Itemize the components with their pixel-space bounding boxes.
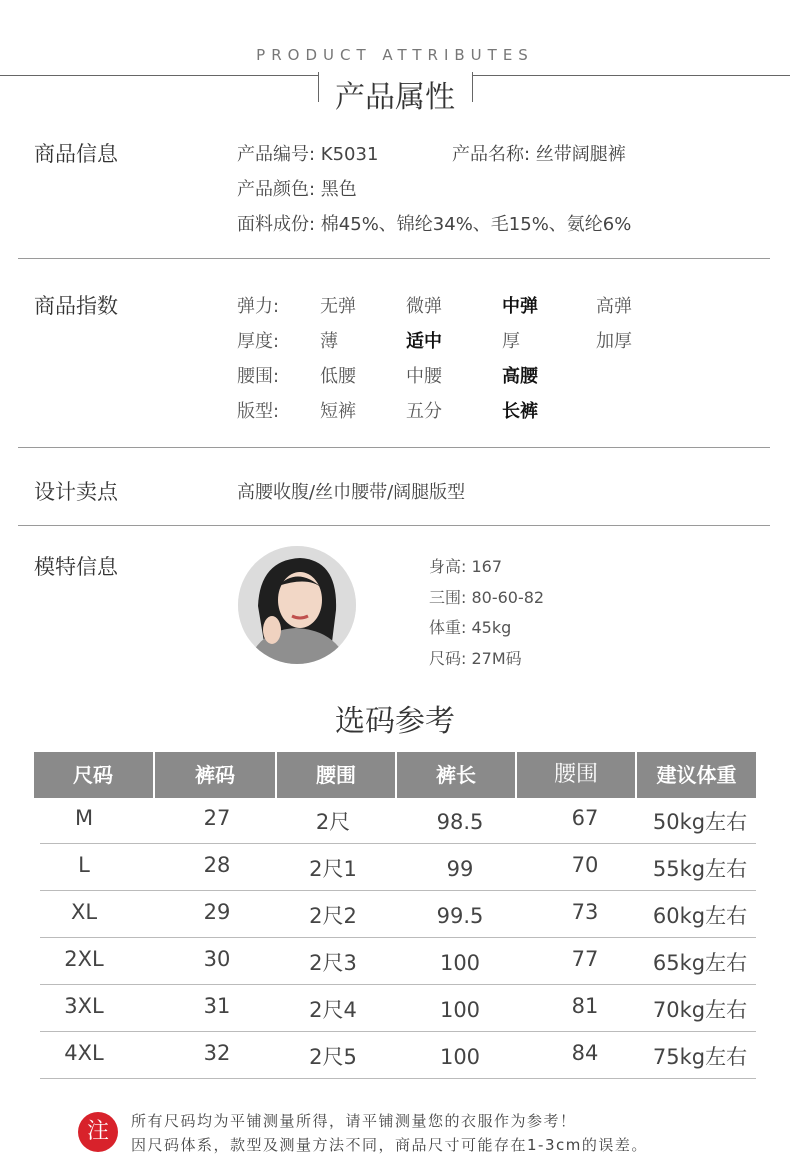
product-index-label: 商品指数 [34, 294, 118, 318]
design-text: 高腰收腹/丝巾腰带/阔腿版型 [237, 482, 466, 503]
model-avatar [238, 546, 356, 664]
index-option: 中腰 [406, 366, 442, 387]
header-waist: 腰围 [316, 763, 356, 787]
cell-waist-cm: 77 [571, 947, 599, 971]
model-height: 身高: 167 [429, 557, 503, 576]
cell-size: XL [70, 900, 98, 924]
cell-size: 2XL [64, 947, 104, 971]
product-name: 产品名称: 丝带阔腿裤 [452, 144, 626, 165]
product-color: 产品颜色: 黑色 [237, 179, 357, 200]
cell-pants-size: 31 [203, 994, 231, 1018]
index-option: 微弹 [406, 296, 442, 317]
cell-length: 99 [446, 857, 474, 881]
note-badge: 注 [78, 1112, 118, 1152]
cell-length: 100 [439, 998, 481, 1022]
header-size: 尺码 [73, 763, 113, 787]
model-info-label: 模特信息 [34, 555, 118, 579]
index-option-selected: 高腰 [502, 366, 538, 387]
index-option: 薄 [320, 331, 338, 352]
index-option: 高弹 [596, 296, 632, 317]
index-option: 加厚 [596, 331, 632, 352]
cell-waist: 2尺5 [309, 1045, 357, 1069]
index-row-label: 厚度: [237, 331, 280, 352]
table-row-line [40, 984, 756, 985]
cell-waist-cm: 67 [571, 806, 599, 830]
index-option: 五分 [406, 401, 442, 422]
cell-length: 99.5 [436, 904, 484, 928]
table-row-line [40, 843, 756, 844]
model-measurements: 三围: 80-60-82 [429, 588, 545, 607]
model-portrait-icon [238, 546, 356, 664]
size-chart-title: 选码参考 [335, 704, 455, 739]
product-fabric: 面料成份: 棉45%、锦纶34%、毛15%、氨纶6% [237, 214, 632, 235]
cell-waist-cm: 70 [571, 853, 599, 877]
table-row-line [40, 890, 756, 891]
model-size: 尺码: 27M码 [429, 649, 522, 668]
cell-pants-size: 28 [203, 853, 231, 877]
cell-pants-size: 30 [203, 947, 231, 971]
index-option: 无弹 [320, 296, 356, 317]
divider [18, 258, 770, 259]
index-option-selected: 长裤 [502, 401, 538, 422]
index-option-selected: 适中 [406, 331, 442, 352]
divider [18, 447, 770, 448]
model-weight: 体重: 45kg [429, 618, 512, 637]
cell-weight: 70kg左右 [652, 998, 748, 1022]
index-row-label: 腰围: [237, 366, 280, 387]
index-option: 厚 [502, 331, 520, 352]
header-length: 裤长 [436, 763, 476, 787]
page-title: 产品属性 [335, 80, 455, 115]
cell-waist: 2尺1 [309, 857, 357, 881]
index-option: 低腰 [320, 366, 356, 387]
cell-size: 3XL [64, 994, 104, 1018]
cell-waist: 2尺3 [309, 951, 357, 975]
design-label: 设计卖点 [34, 480, 118, 504]
header-pants-size: 裤码 [195, 763, 235, 787]
cell-waist-cm: 84 [571, 1041, 599, 1065]
index-row-label: 弹力: [237, 296, 280, 317]
product-info-label: 商品信息 [34, 142, 118, 166]
english-title: PRODUCT ATTRIBUTES [256, 46, 534, 64]
cell-waist: 2尺 [315, 810, 351, 834]
table-row-line [40, 937, 756, 938]
index-option: 短裤 [320, 401, 356, 422]
cell-weight: 55kg左右 [652, 857, 748, 881]
header-waist-cm: 腰围 [553, 762, 598, 787]
cell-weight: 60kg左右 [652, 904, 748, 928]
size-table-header [34, 752, 756, 798]
cell-waist: 2尺2 [309, 904, 357, 928]
cell-size: M [74, 806, 94, 830]
note-line-2: 因尺码体系，款型及测量方法不同，商品尺寸可能存在1-3cm的误差。 [131, 1136, 648, 1154]
cell-size: L [78, 853, 90, 877]
divider [18, 525, 770, 526]
cell-pants-size: 27 [203, 806, 231, 830]
index-option-selected: 中弹 [502, 296, 538, 317]
cell-length: 98.5 [436, 810, 484, 834]
index-row-label: 版型: [237, 401, 280, 422]
header-weight: 建议体重 [656, 763, 737, 787]
cell-waist-cm: 73 [571, 900, 599, 924]
cell-length: 100 [439, 951, 481, 975]
cell-weight: 65kg左右 [652, 951, 748, 975]
table-row-line [40, 1078, 756, 1079]
table-row-line [40, 1031, 756, 1032]
cell-pants-size: 29 [203, 900, 231, 924]
note-line-1: 所有尺码均为平铺测量所得，请平铺测量您的衣服作为参考！ [131, 1112, 577, 1130]
cell-weight: 50kg左右 [652, 810, 748, 834]
cell-waist-cm: 81 [571, 994, 599, 1018]
cell-size: 4XL [64, 1041, 104, 1065]
cell-pants-size: 32 [203, 1041, 231, 1065]
cell-length: 100 [439, 1045, 481, 1069]
cell-waist: 2尺4 [309, 998, 357, 1022]
product-code: 产品编号: K5031 [237, 144, 379, 165]
cell-weight: 75kg左右 [652, 1045, 748, 1069]
